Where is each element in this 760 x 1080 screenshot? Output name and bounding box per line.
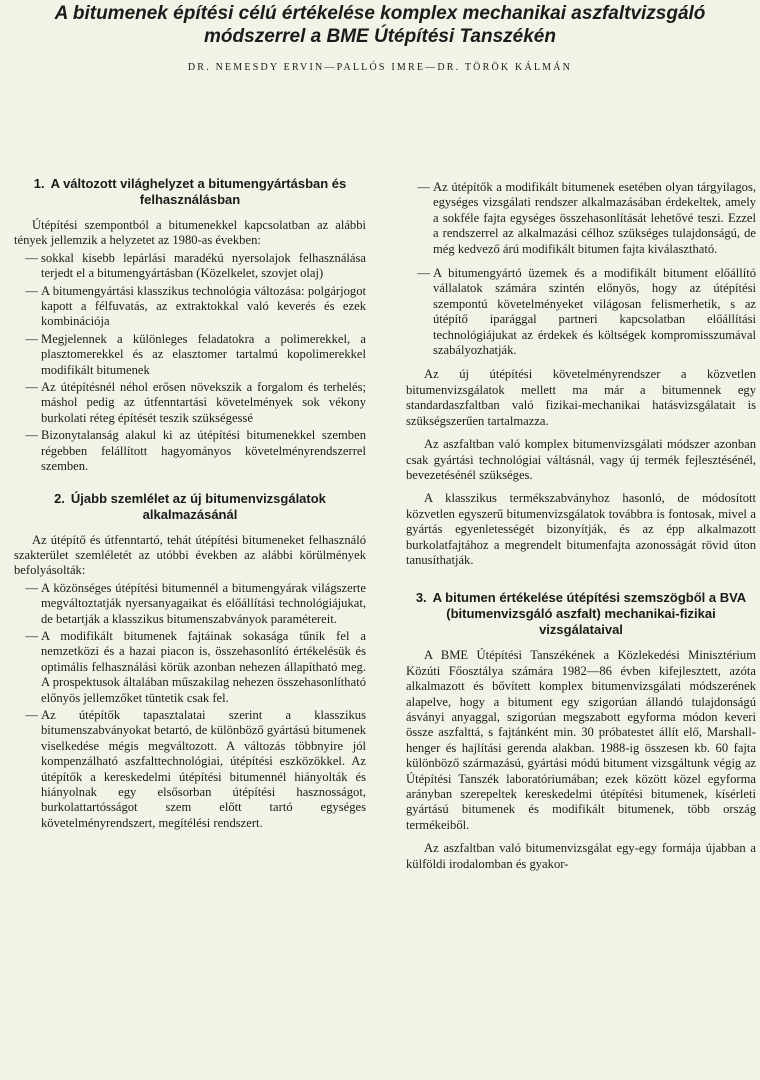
authors-line: DR. NEMESDY ERVIN—PALLÓS IMRE—DR. TÖRÖK KÁLMÁN <box>187 62 573 73</box>
title-line-1: A bitumenek építési célú értékelése komplex mechanikai aszfaltvizsgáló <box>54 3 706 24</box>
left-column <box>14 176 366 833</box>
section-2-title: Újabb szemlélet az új bitumenvizsgálatok alkalmazásánál <box>70 490 326 522</box>
section-2-bullet: — A modifikált bitumenek fajtáinak sokasága tűnik fel a nemzetközi és a hazai piacon is, összehasonlító értékelésük és optimális felhasználási körük azonban nehezen állapítható meg. A prospektusok általában műszakilag nehezen összehasonlítható előnyös jellemzőket tüntetik csak fel. <box>25 628 366 705</box>
article-title <box>0 2 760 48</box>
section-1-bullet: — Bizonytalanság alakul ki az útépítési bitumenekkel szemben régebben felállított hagyományos követelményrendszerrel szemben. <box>25 428 366 474</box>
section-1-bullet: — Megjelennek a különleges feladatokra a polimerekkel, a plasztomerekkel és az elasztomer tartalmú kopolimerekkel modifikált bitumenek <box>25 331 366 377</box>
section-2-heading <box>14 491 366 523</box>
section-3-number: 3. <box>415 590 427 606</box>
section-2-bullet: — Az útépítők tapasztalatai szerint a klasszikus bitumenszabványokat betartó, de különböző gyártású bitumenek viselkedése mégis megváltozott. A változás többnyire jól kompenzálható aszfalttechnológiai, útépítési eszközökkel. Az útépítők a kereskedelmi útépítési bitumennél hiányolták és hiányolnak egy elsősorban útépítési hasznosságot, burkolattartósságot szem előtt tartó egységes követelményrendszert, megítélési rendszert. <box>25 707 366 830</box>
right-bullet: — Az útépítők a modifikált bitumenek esetében olyan tárgyilagos, egységes vizsgálati rendszer alkalmazásában érdekeltek, amely a sokféle fajta egységes összehasonlítását lehetővé teszi. Ezzel a rendszerrel az alkalmazási célhoz szükséges tulajdonságú, de még kedvező árú modifikált bitumen fajta kiválasztható. <box>417 180 756 256</box>
section-2-bullet: — A közönséges útépítési bitumennél a bitumengyárak világszerte megváltoztatják nyersanyagaikat és előállítási technológiájukat, de betartják a klasszikus bitumenszabványok paramétereit. <box>25 580 366 626</box>
right-paragraph: A klasszikus termékszabványhoz hasonló, de módosított közvetlen egyszerű bitumenvizsgálatok továbbra is fontosak, mivel a gyártás egyenletességét bizonyítják, és az épp alkalmazott burkolatfajtához a megrendelt bitumenfajta azonosságát rövid úton tanusíthatják. <box>406 491 756 567</box>
section-3-heading <box>406 590 756 638</box>
right-paragraph: Az új útépítési követelményrendszer a közvetlen bitumenvizsgálatok mellett ma már a bitumennek egy standardaszfaltban való fizikai-mechanikai hatásvizsgálatait is szükségszerűen tartalmazza. <box>406 367 756 428</box>
section-1-bullet: — sokkal kisebb lepárlási maradékú nyersolajok felhasználása terjedt el a bitumengyártásban (Közelkelet, szovjet olaj) <box>25 250 366 281</box>
right-paragraph: Az aszfaltban való komplex bitumenvizsgálati módszer azonban csak gyártási technológiai váltásnál, vagy új termék fejlesztésénél, bevezetésénél szükséges. <box>406 437 756 482</box>
section-3-paragraph: A BME Útépítési Tanszékének a Közlekedési Minisztérium Közúti Főosztálya számára 1982—86 évben kifejlesztett, azóta alkalmazott és bővített komplex bitumenvizsgálati módszerének alapelve, hogy a bitument egy szigorúan állandó tulajdonságú ásványi anyaggal, szigorúan megszabott egyforma módon keveri össze aszfalttá, s fajtánként min. 30 próbatestet állít elő, Marshall-henger és hajlítási gerenda alakban. 1988-ig összesen kb. 60 fajta különböző származású, gyártási módú bitument vizsgáltunk végig az Útépítési Tanszék laboratóriumában; ezek között közel egyforma arányban szerepeltek kereskedelmi útépítési bitumenek, kísérleti gyártású bitumenek és modifikált bitumenek, több ország termékeiből. <box>406 648 756 832</box>
section-1-title: A változott világhelyzet a bitumengyártásban és felhasználásban <box>50 176 347 207</box>
section-2-intro: Az útépítő és útfenntartó, tehát útépítési bitumeneket felhasználó szakterület szemléletét az utóbbi években az alábbi körülmények befolyásolták: <box>14 532 366 578</box>
section-1-heading <box>14 176 366 208</box>
section-2-number: 2. <box>54 490 65 506</box>
section-1-number: 1. <box>33 176 45 191</box>
section-3-title: A bitumen értékelése útépítési szemszögből a BVA (bitumenvizsgáló aszfalt) mechanikai-fizikai vizsgálataival <box>432 590 747 638</box>
section-1-bullet: — Az útépítésnél néhol erősen növekszik a forgalom és terhelés; máshol pedig az útfenntartási követelmények sok vékony burkolati réteg építését teszik szükségessé <box>25 380 366 425</box>
title-line-2: módszerrel a BME Útépítési Tanszékén <box>204 26 556 47</box>
section-3-paragraph: Az aszfaltban való bitumenvizsgálat egy-egy formája újabban a külföldi irodalomban és gyakor- <box>406 841 756 871</box>
section-1-intro: Útépítési szempontból a bitumenekkel kapcsolatban az alábbi tények jellemzik a helyzetet az 1980-as években: <box>14 218 366 248</box>
section-1-bullet: — A bitumengyártási klasszikus technológia változása: polgárjogot kapott a félfuvatás, az extraktokkal való keverés és ezek kombinációja <box>25 283 366 329</box>
right-bullet: — A bitumengyártó üzemek és a modifikált bitument előállító vállalatok számára szintén előnyös, hogy az útépítési szempontú követelményeket világosan felismerhetik, s az útépítő iparággal partneri kapcsolatban előállítási technológiájukat az érdekek és költségek kompromisszumával szabályozhatják. <box>417 266 756 358</box>
right-column <box>406 180 756 880</box>
